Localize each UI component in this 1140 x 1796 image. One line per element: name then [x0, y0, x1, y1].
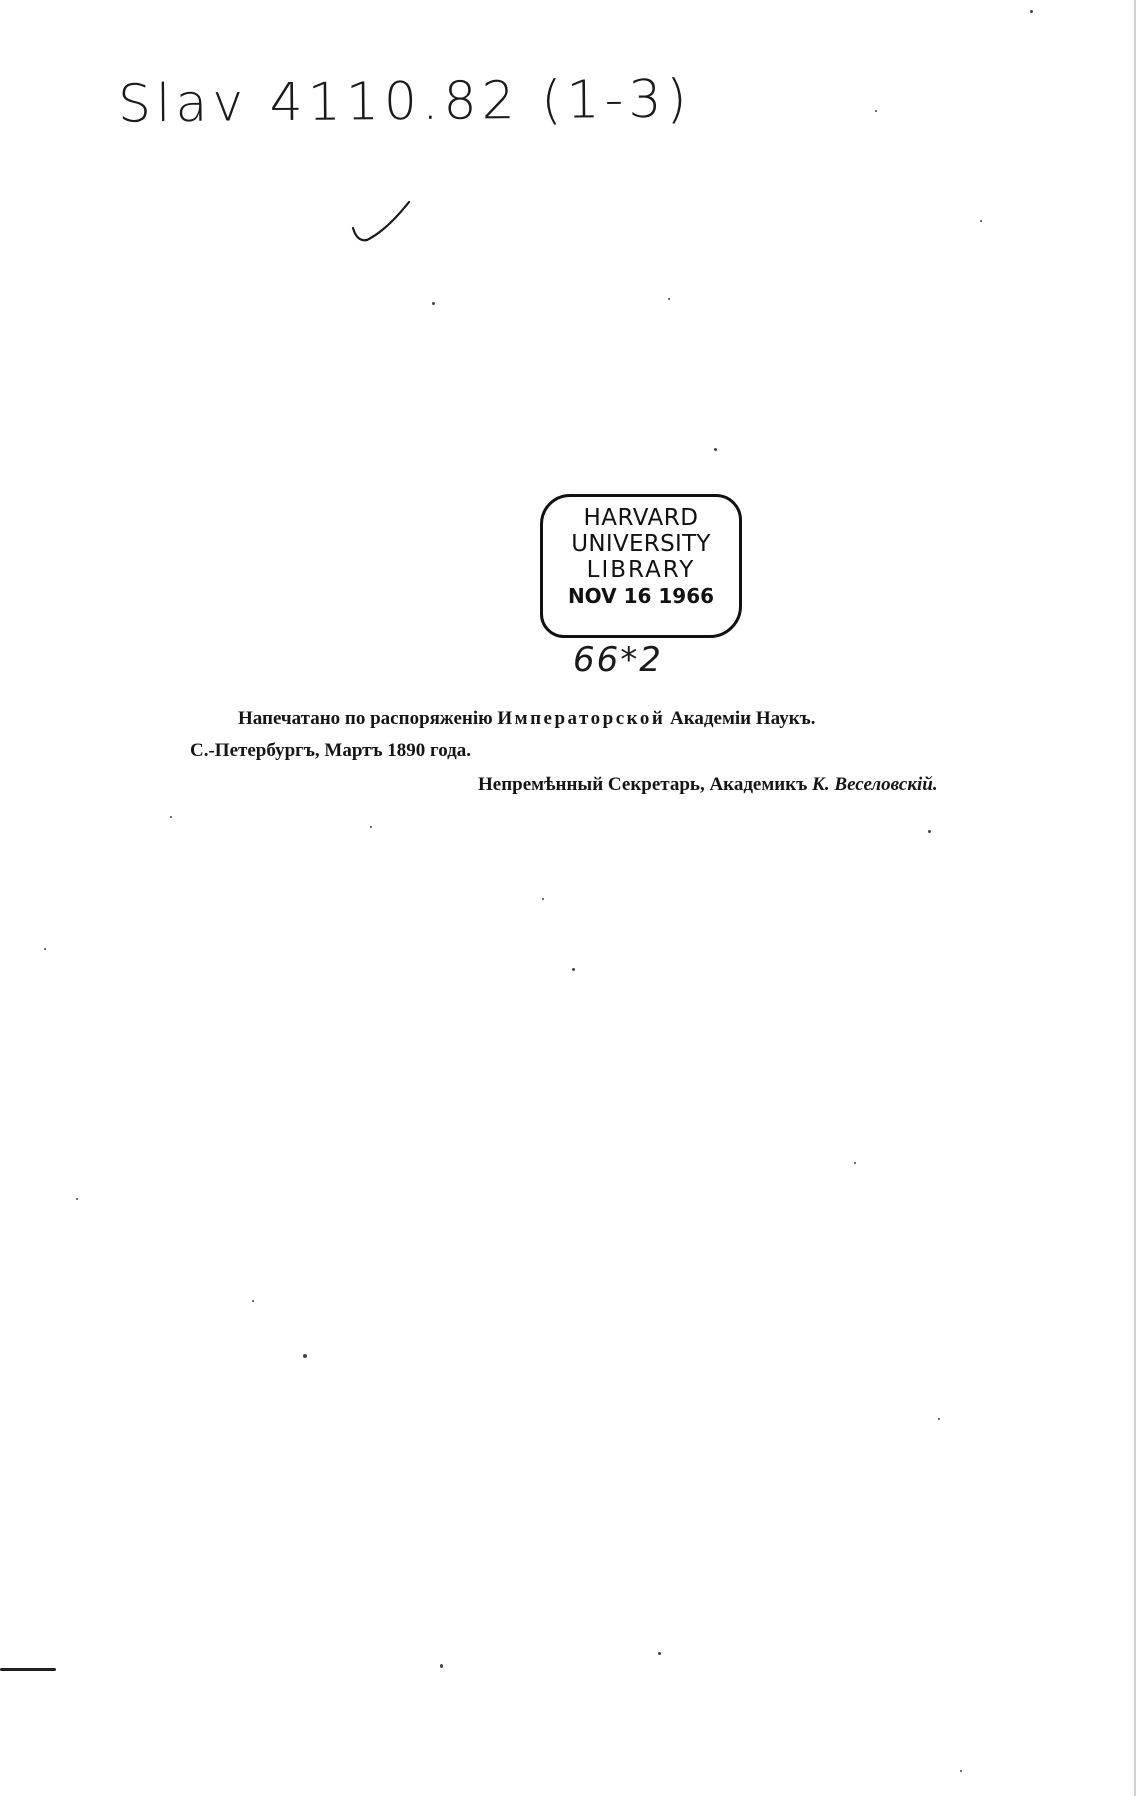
stamp-date: NOV 16 1966 [567, 584, 715, 608]
secretary-name: К. Веселовскій. [812, 774, 938, 795]
page-edge-shadow [1134, 0, 1136, 1796]
checkmark-icon [345, 198, 415, 248]
scan-speck [980, 220, 982, 222]
scan-speck [658, 1652, 661, 1655]
imprint-secretary-line: Непремѣнный Секретарь, Академикъ К. Веселовскій. [478, 774, 938, 795]
scan-speck [44, 948, 46, 950]
scan-speck [714, 448, 717, 451]
scan-speck [440, 1664, 443, 1668]
scan-speck [252, 1300, 254, 1302]
handwritten-call-number: Slav 4110.82 (1-3) [117, 69, 692, 135]
scan-speck [542, 898, 544, 900]
scan-speck [170, 816, 172, 818]
stamp-line-2: UNIVERSITY [571, 531, 711, 557]
scan-speck [303, 1354, 307, 1358]
stamp-line-1: HARVARD [583, 505, 699, 531]
imprint-academy-name: Императорской [497, 708, 666, 729]
scan-speck [76, 1198, 78, 1200]
margin-mark [0, 1668, 56, 1671]
scan-speck [1030, 10, 1033, 13]
scan-speck [432, 302, 435, 305]
library-stamp [540, 494, 742, 638]
imprint-line-1: Напечатано по распоряженію Императорской Академіи Наукъ. [238, 708, 816, 729]
scan-speck [572, 968, 575, 971]
imprint-place-date: С.-Петербургъ, Мартъ 1890 года. [190, 740, 472, 761]
scan-speck [370, 826, 372, 828]
scan-speck [854, 1162, 856, 1164]
stamp-line-3: LIBRARY [586, 557, 696, 583]
handwritten-shelf-mark: 66*2 [573, 640, 663, 680]
scan-speck [938, 1418, 940, 1420]
scan-speck [960, 1770, 962, 1772]
scan-speck [668, 298, 670, 300]
scan-speck [875, 110, 877, 112]
scan-speck [928, 830, 931, 833]
